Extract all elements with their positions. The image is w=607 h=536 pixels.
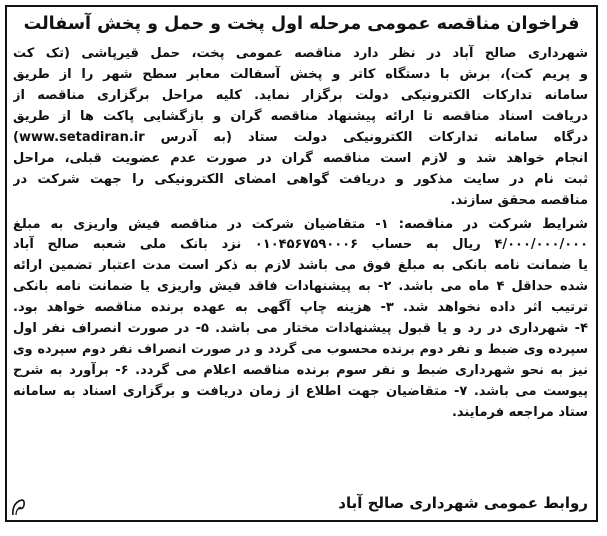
body-line-7: ثبت نام در سایت مذکور و دریافت گواهی امضای الکترونیکی را جهت شرکت در bbox=[13, 172, 588, 187]
body-line-6: انجام خواهد شد و لازم است مناقصه گران در صورت عدم عضویت قبلی، مراحل bbox=[13, 151, 588, 166]
notice-title: فراخوان مناقصه عمومی مرحله اول پخت و حمل و پخش آسفالت bbox=[23, 14, 580, 34]
corner-flourish-icon bbox=[10, 495, 34, 517]
conditions-line-8: نیز به نحو شهرداری ضبط و نفر سوم برنده مناقصه اعلام می گردد. ۶- برآورد به شرح bbox=[13, 363, 588, 378]
conditions-line-10: ستاد مراجعه فرمایند. bbox=[451, 405, 588, 420]
conditions-heading: شرایط شرکت در مناقصه: bbox=[398, 216, 588, 232]
body-line-3: سامانه تدارکات الکترونیکی دولت برگزار نماید. کلیه مراحل برگزاری مناقصه از bbox=[13, 88, 588, 103]
conditions-line-3: یا ضمانت نامه بانکی به مبلغ فوق می باشد لازم به ذکر است مدت اعتبار تضمین ارائه bbox=[13, 258, 588, 273]
body-line-2: و پریم کت)، برش با دستگاه کاتر و پخش آسفالت معابر سطح شهر را از طریق bbox=[13, 67, 588, 82]
conditions-line-2: ۴/۰۰۰/۰۰۰/۰۰۰ ریال به حساب ۰۱۰۴۵۶۷۵۹۰۰۰۶ نزد بانک ملی شعبه صالح آباد bbox=[13, 237, 588, 252]
tender-notice bbox=[5, 5, 598, 522]
body-line-1: شهرداری صالح آباد در نظر دارد مناقصه عمومی پخت، حمل قیرپاشی (تک کت bbox=[13, 46, 588, 61]
conditions-line-6: ۴- شهرداری در رد و یا قبول پیشنهادات مختار می باشد. ۵- در صورت انصراف نفر اول bbox=[13, 321, 588, 336]
body-line-5: درگاه سامانه تدارکات الکترونیکی دولت ستاد (به آدرس www.setadiran.ir) bbox=[13, 130, 588, 145]
conditions-line-1-text: ۱- متقاضیان شرکت در مناقصه فیش واریزی به مبلغ bbox=[13, 217, 389, 232]
conditions-line-5: ترتیب اثر داده نخواهد شد. ۳- هزینه چاپ آگهی به عهده برنده مناقصه خواهد بود. bbox=[13, 300, 588, 315]
body-line-8: مناقصه محقق سازند. bbox=[450, 193, 588, 208]
conditions-line-7: سپرده وی ضبط و نفر دوم برنده محسوب می گردد و در صورت انصراف نفر دوم سپرده وی bbox=[13, 342, 588, 357]
footer-signature: روابط عمومی شهرداری صالح آباد bbox=[338, 494, 588, 512]
conditions-line-1 bbox=[13, 213, 588, 235]
body-line-4: دریافت اسناد مناقصه تا ارائه پیشنهاد مناقصه گران و بازگشایی پاکت ها از طریق bbox=[13, 109, 588, 124]
conditions-line-9: پیوست می باشد. ۷- متقاضیان جهت اطلاع از زمان دریافت و برگزاری اسناد به سامانه bbox=[13, 384, 588, 399]
conditions-line-4: شده حداقل ۴ ماه می باشد. ۲- به پیشنهادات فاقد فیش واریزی یا ضمانت نامه بانکی bbox=[13, 279, 588, 294]
